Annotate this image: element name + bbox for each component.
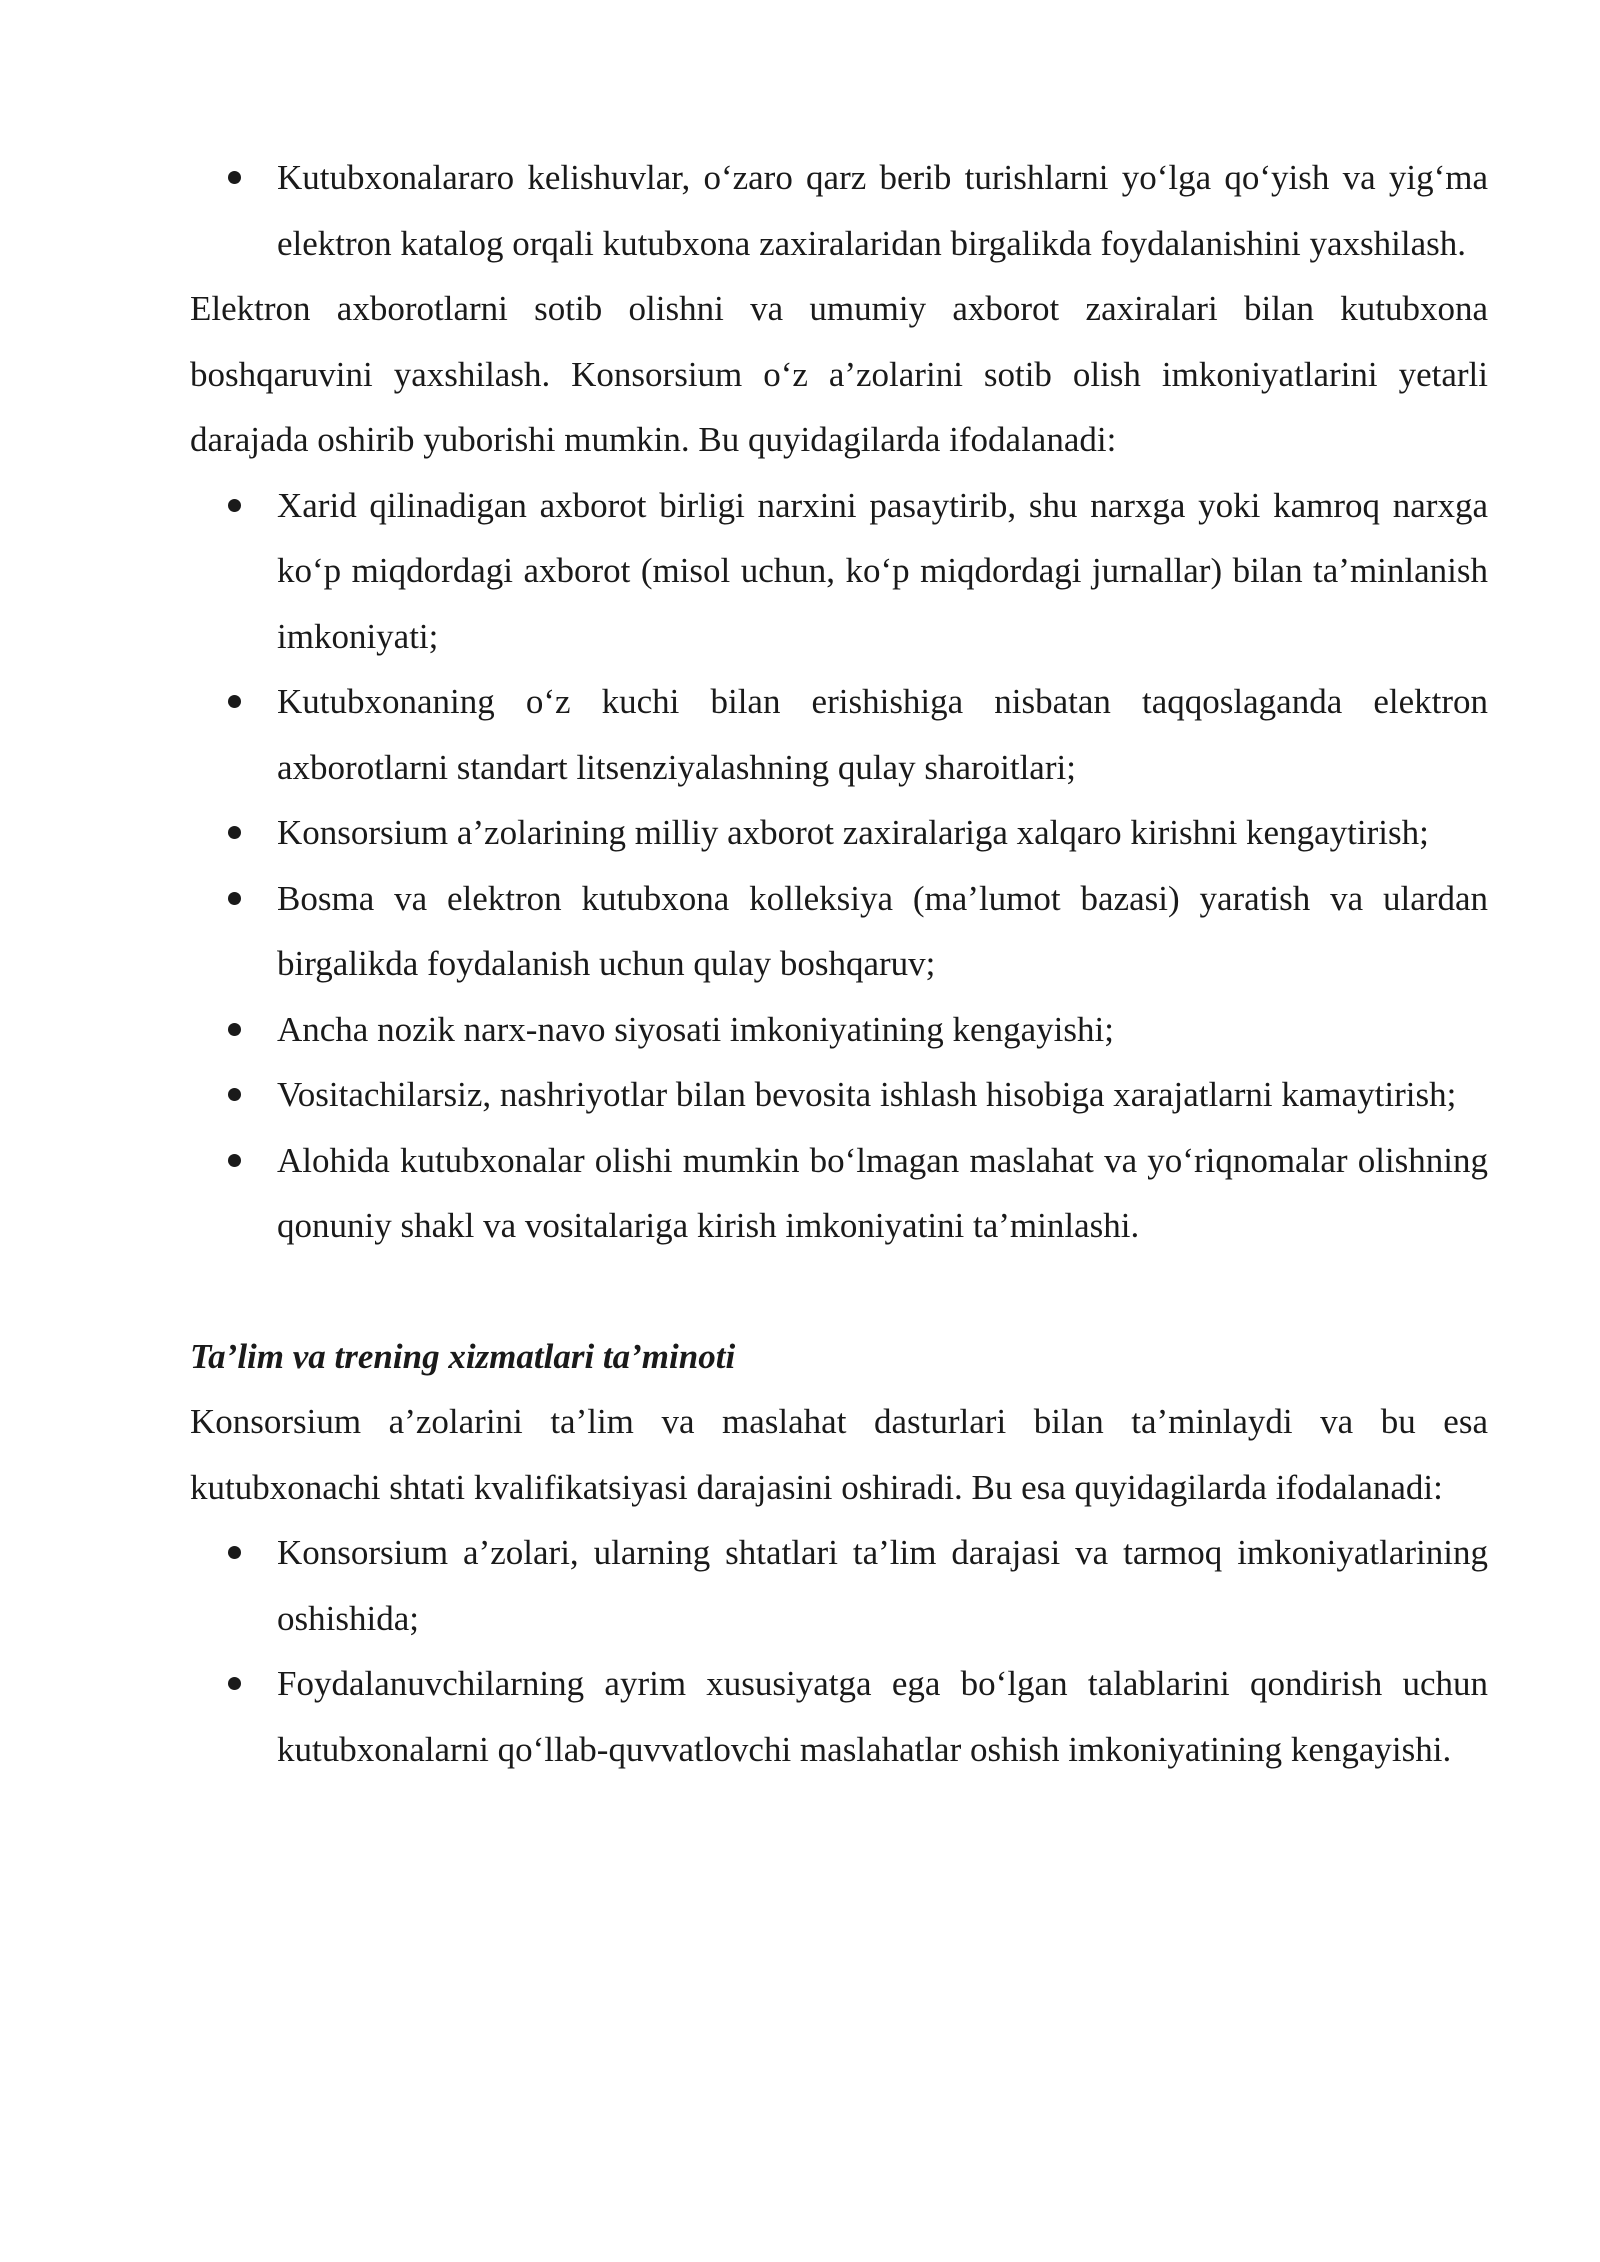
- bullet-icon: [228, 1023, 241, 1036]
- bullet-icon: [228, 1546, 241, 1559]
- list-item: [190, 669, 1488, 800]
- list-item: [190, 997, 1488, 1063]
- document-page: [190, 145, 1488, 1782]
- list-item: [190, 1651, 1488, 1782]
- list-item: [190, 1520, 1488, 1651]
- paragraph-training: Konsorsium a’zolarini ta’lim va maslahat dasturlari bilan ta’minlaydi va bu esa kutubxonachi shtati kvalifikatsiyasi darajasini oshiradi. Bu esa quyidagilarda ifodalanadi:: [190, 1402, 1488, 1507]
- paragraph-electronic-resources: Elektron axborotlarni sotib olishni va umumiy axborot zaxiralari bilan kutubxona boshqaruvini yaxshilash. Konsorsium o‘z a’zolarini sotib olish imkoniyatlarini yetarli darajada oshirib yuborishi mumkin. Bu quyidagilarda ifodalanadi:: [190, 289, 1488, 459]
- list-item: [190, 1128, 1488, 1259]
- list-item: [190, 473, 1488, 670]
- list-item-text: Xarid qilinadigan axborot birligi narxini pasaytirib, shu narxga yoki kamroq narxga ko‘p miqdordagi axborot (misol uchun, ko‘p miqdordagi jurnallar) bilan ta’minlanish imkoniyati;: [277, 485, 1488, 656]
- bullet-list-1: [190, 145, 1488, 276]
- bullet-list-3: [190, 1520, 1488, 1782]
- bullet-icon: [228, 171, 241, 184]
- list-item-text: Bosma va elektron kutubxona kolleksiya (ma’lumot bazasi) yaratish va ulardan birgalikda foydalanish uchun qulay boshqaruv;: [277, 878, 1488, 983]
- list-item: [190, 1062, 1488, 1128]
- bullet-icon: [228, 695, 241, 708]
- list-item-text: Kutubxonalararo kelishuvlar, o‘zaro qarz berib turishlarni yo‘lga qo‘yish va yig‘ma elektron katalog orqali kutubxona zaxiralaridan birgalikda foydalanishini yaxshilash.: [277, 158, 1488, 263]
- bullet-icon: [228, 499, 241, 512]
- bullet-icon: [228, 892, 241, 905]
- list-item-text: Konsorsium a’zolarining milliy axborot zaxiralariga xalqaro kirishni kengaytirish;: [277, 813, 1429, 852]
- list-item-text: Vositachilarsiz, nashriyotlar bilan bevosita ishlash hisobiga xarajatlarni kamaytirish;: [277, 1075, 1457, 1114]
- list-item-text: Ancha nozik narx-navo siyosati imkoniyatining kengayishi;: [277, 1009, 1114, 1049]
- list-item-text: Alohida kutubxonalar olishi mumkin bo‘lmagan maslahat va yo‘riqnomalar olishning qonuniy shakl va vositalariga kirish imkoniyatini ta’minlashi.: [277, 1140, 1488, 1245]
- list-item: [190, 866, 1488, 997]
- bullet-icon: [228, 1677, 241, 1690]
- bullet-icon: [228, 1088, 241, 1101]
- list-item: [190, 145, 1488, 276]
- list-item: [190, 800, 1488, 866]
- list-item-text: Kutubxonaning o‘z kuchi bilan erishishiga nisbatan taqqoslaganda elektron axborotlarni standart litsenziyalashning qulay sharoitlari;: [277, 682, 1488, 787]
- list-item-text: Foydalanuvchilarning ayrim xususiyatga ega bo‘lgan talablarini qondirish uchun kutubxonalarni qo‘llab-quvvatlovchi maslahatlar oshish imkoniyatining kengayishi.: [277, 1664, 1488, 1769]
- bullet-icon: [228, 1154, 241, 1167]
- bullet-list-2: [190, 473, 1488, 1259]
- list-item-text: Konsorsium a’zolari, ularning shtatlari ta’lim darajasi va tarmoq imkoniyatlarining oshishida;: [277, 1533, 1488, 1638]
- bullet-icon: [228, 826, 241, 839]
- section-heading: Ta’lim va trening xizmatlari ta’minoti: [190, 1336, 736, 1376]
